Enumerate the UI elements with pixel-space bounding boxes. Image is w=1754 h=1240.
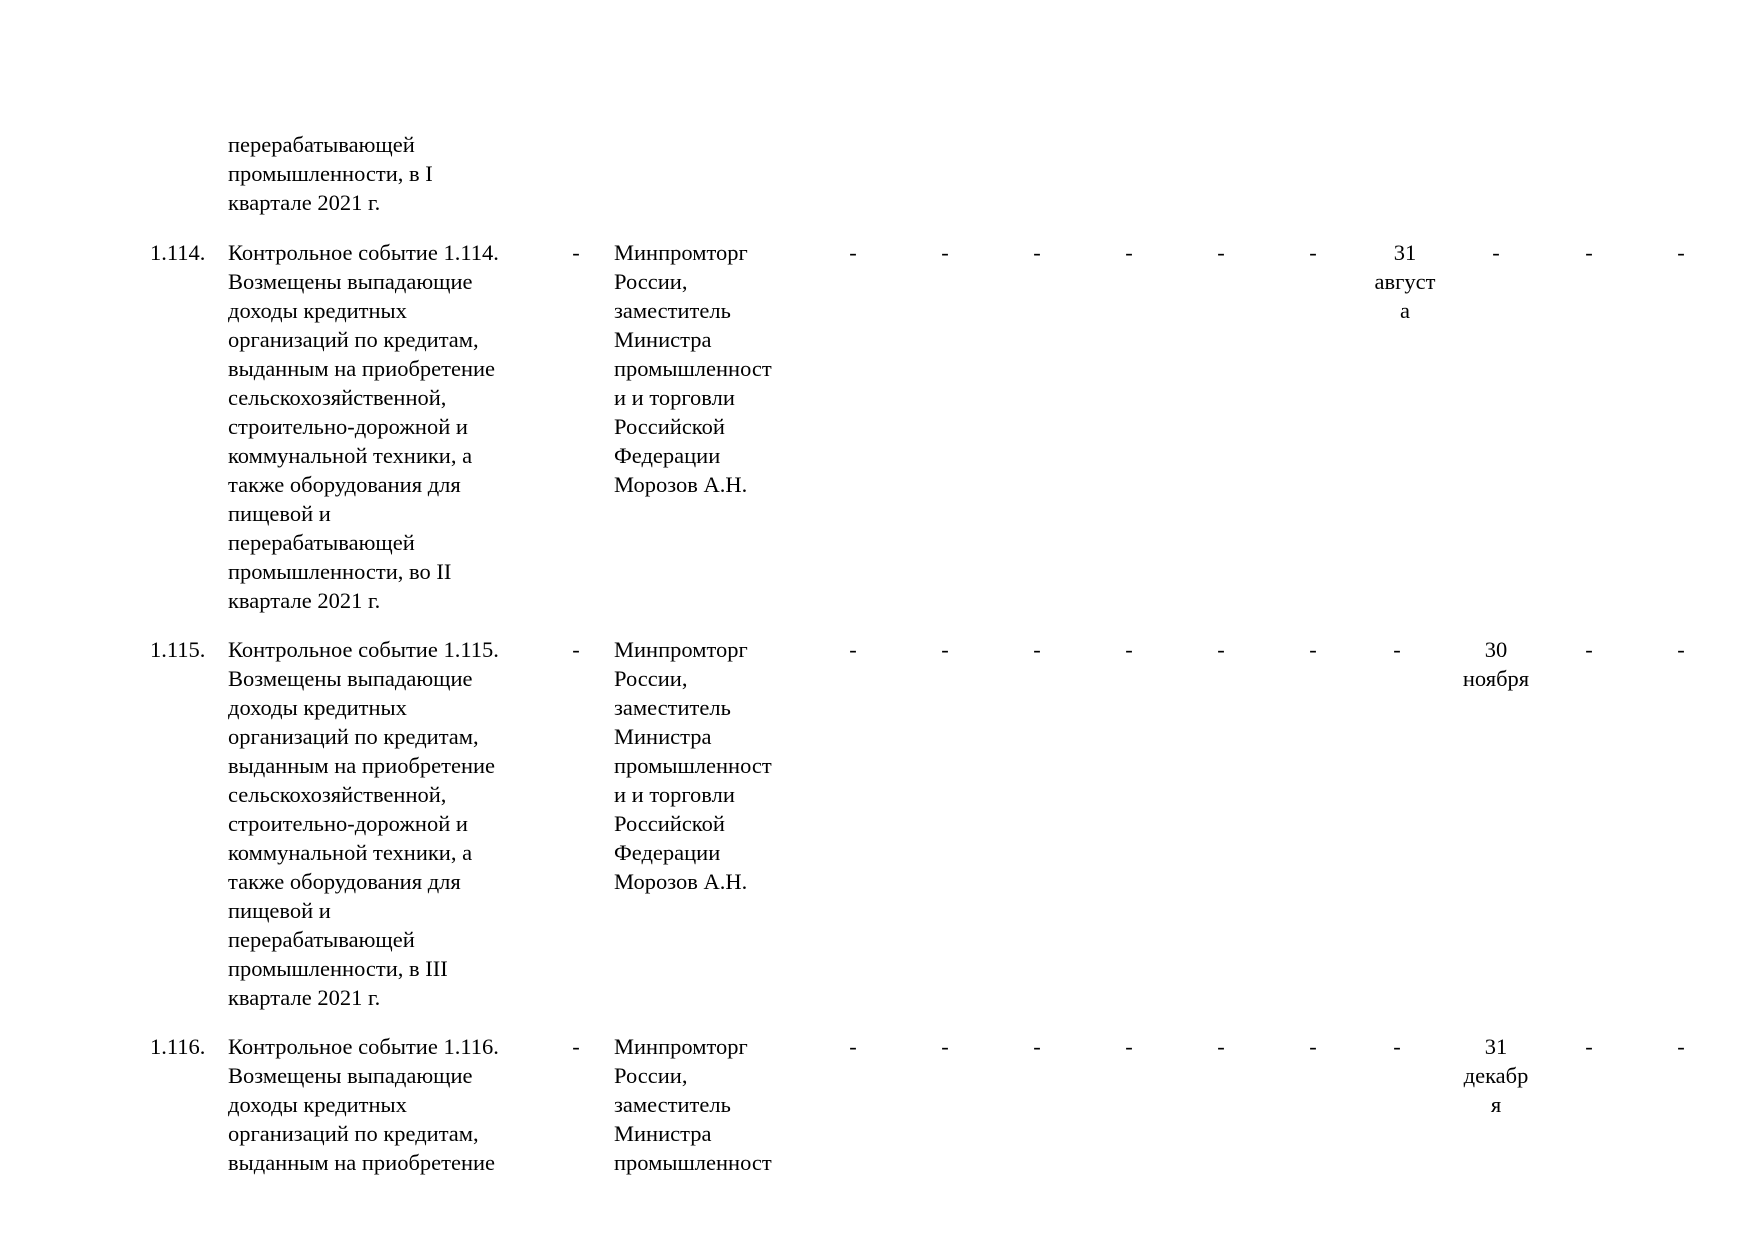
event-description: Контрольное событие 1.116. Возмещены выпадающие доходы кредитных организаций по кредитам, выданным на приобретение bbox=[228, 1034, 499, 1175]
month-cell-10: - bbox=[1677, 637, 1685, 662]
month-cell-5: - bbox=[1217, 240, 1225, 265]
month-cell-9: - bbox=[1585, 240, 1593, 265]
row-number: 1.115. bbox=[150, 637, 206, 662]
month-cell-7: 31 август а bbox=[1374, 240, 1436, 323]
month-cell-9: - bbox=[1585, 637, 1593, 662]
month-cell-8: 31 декабр я bbox=[1463, 1034, 1529, 1117]
month-cell-3: - bbox=[1033, 637, 1041, 662]
month-cell-1: - bbox=[849, 240, 857, 265]
month-cell-7: - bbox=[1393, 1034, 1401, 1059]
month-cell-2: - bbox=[941, 637, 949, 662]
responsible-executor: Минпромторг России, заместитель Министра промышленност и и торговли Российской Федерации Морозов А.Н. bbox=[614, 240, 772, 497]
month-cell-4: - bbox=[1125, 1034, 1133, 1059]
continuation-description: перерабатывающей промышленности, в I квартале 2021 г. bbox=[228, 132, 433, 215]
month-cell-4: - bbox=[1125, 637, 1133, 662]
dash-cell: - bbox=[572, 1034, 580, 1059]
dash-cell: - bbox=[572, 240, 580, 265]
month-cell-10: - bbox=[1677, 240, 1685, 265]
month-cell-6: - bbox=[1309, 637, 1317, 662]
month-cell-2: - bbox=[941, 240, 949, 265]
month-cell-8: 30 ноября bbox=[1462, 637, 1530, 691]
responsible-executor: Минпромторг России, заместитель Министра промышленност bbox=[614, 1034, 772, 1175]
month-cell-2: - bbox=[941, 1034, 949, 1059]
month-cell-3: - bbox=[1033, 1034, 1041, 1059]
month-cell-7: - bbox=[1393, 637, 1401, 662]
month-cell-6: - bbox=[1309, 240, 1317, 265]
month-cell-6: - bbox=[1309, 1034, 1317, 1059]
month-cell-1: - bbox=[849, 1034, 857, 1059]
month-cell-3: - bbox=[1033, 240, 1041, 265]
event-description: Контрольное событие 1.115. Возмещены выпадающие доходы кредитных организаций по кредитам, выданным на приобретение сельскохозяйственной, строительно-дорожной и коммунальной техники, а также оборудования для пищевой и перерабатывающей промышленности, в III квартале 2021 г. bbox=[228, 637, 499, 1010]
month-cell-5: - bbox=[1217, 1034, 1225, 1059]
dash-cell: - bbox=[572, 637, 580, 662]
row-number: 1.114. bbox=[150, 240, 206, 265]
month-cell-1: - bbox=[849, 637, 857, 662]
month-cell-5: - bbox=[1217, 637, 1225, 662]
row-number: 1.116. bbox=[150, 1034, 206, 1059]
month-cell-8: - bbox=[1492, 240, 1500, 265]
month-cell-4: - bbox=[1125, 240, 1133, 265]
event-description: Контрольное событие 1.114. Возмещены выпадающие доходы кредитных организаций по кредитам, выданным на приобретение сельскохозяйственной, строительно-дорожной и коммунальной техники, а также оборудования для пищевой и перерабатывающей промышленности, во II квартале 2021 г. bbox=[228, 240, 499, 613]
responsible-executor: Минпромторг России, заместитель Министра промышленност и и торговли Российской Федерации Морозов А.Н. bbox=[614, 637, 772, 894]
month-cell-10: - bbox=[1677, 1034, 1685, 1059]
month-cell-9: - bbox=[1585, 1034, 1593, 1059]
